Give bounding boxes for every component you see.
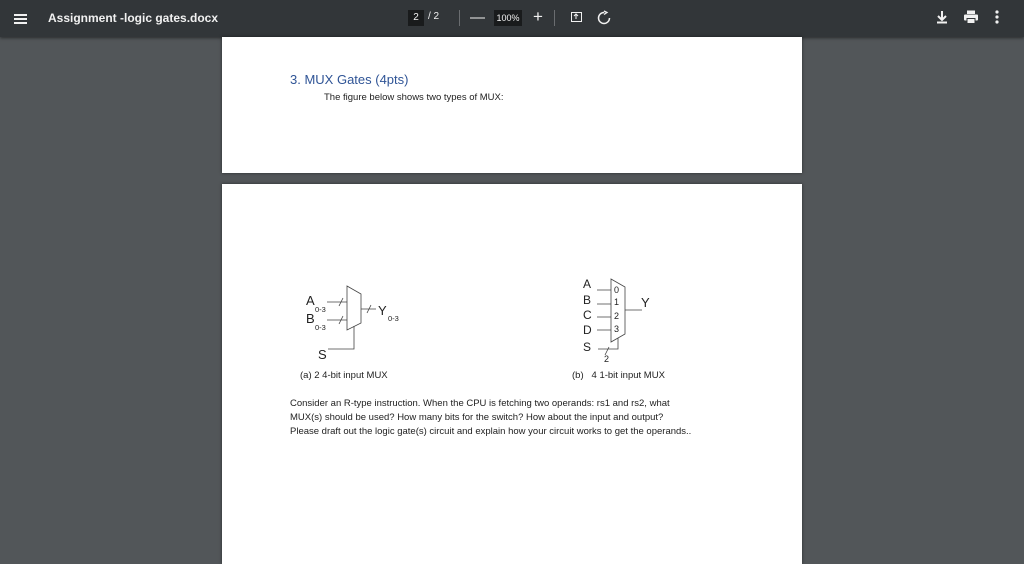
fig-a-input-b-label: B [306,311,315,326]
pdf-toolbar [0,0,1024,37]
page-total: / 2 [428,11,440,22]
section-heading: 3. MUX Gates (4pts) [290,72,409,87]
fig-b-pin-label: 0 [614,285,620,295]
fig-a-caption: (a) 2 4-bit input MUX [300,370,388,381]
paragraph-line: Consider an R-type instruction. When the CPU is fetching two operands: rs1 and rs2, what [290,398,670,409]
paragraph-line: Please draft out the logic gate(s) circuit and explain how your circuit works to get the operands.. [290,426,692,437]
fig-a-output-width: 0-3 [388,314,399,323]
question-paragraph [290,397,760,439]
fig-a-width-b-label: 0-3 [315,323,326,332]
fig-b-input-label: B [583,293,592,307]
fig-b-input-label: A [583,277,592,291]
fig-a-select-label: S [318,347,327,362]
rotate-icon[interactable] [596,10,612,31]
document-title: Assignment -logic gates.docx [48,11,219,25]
fit-page-icon[interactable] [571,12,582,22]
fig-b-select-width: 2 [604,354,610,364]
fig-b-select-label: S [583,340,592,354]
fig-b-output-label: Y [641,295,650,310]
divider [554,10,555,26]
zoom-in-button[interactable]: + [533,7,543,26]
fig-a-output-label: Y [378,303,387,318]
more-icon[interactable] [995,10,999,29]
pdf-page-1 [222,37,802,173]
fig-b-pin-label: 3 [614,324,620,334]
zoom-out-button[interactable]: — [470,9,485,26]
divider [459,10,460,26]
print-icon[interactable] [963,10,979,29]
mux-figure-b [222,184,802,384]
fig-b-pin-label: 2 [614,311,620,321]
fig-a-input-a-label: A [306,293,315,308]
pdf-page-2 [222,184,802,564]
fig-a-width-a-label: 0-3 [315,305,326,314]
download-icon[interactable] [936,10,948,29]
paragraph-line: MUX(s) should be used? How many bits for the switch? How about the input and output? [290,412,664,423]
fig-b-pin-label: 1 [614,297,620,307]
intro-text: The figure below shows two types of MUX: [324,92,504,103]
zoom-input[interactable]: 100% [494,10,522,26]
menu-icon[interactable] [10,0,30,37]
fig-b-input-label: C [583,308,592,322]
fig-b-input-label: D [583,323,592,337]
page-number-input[interactable]: 2 [408,10,424,26]
fig-b-caption: (b) 4 1-bit input MUX [572,370,665,381]
